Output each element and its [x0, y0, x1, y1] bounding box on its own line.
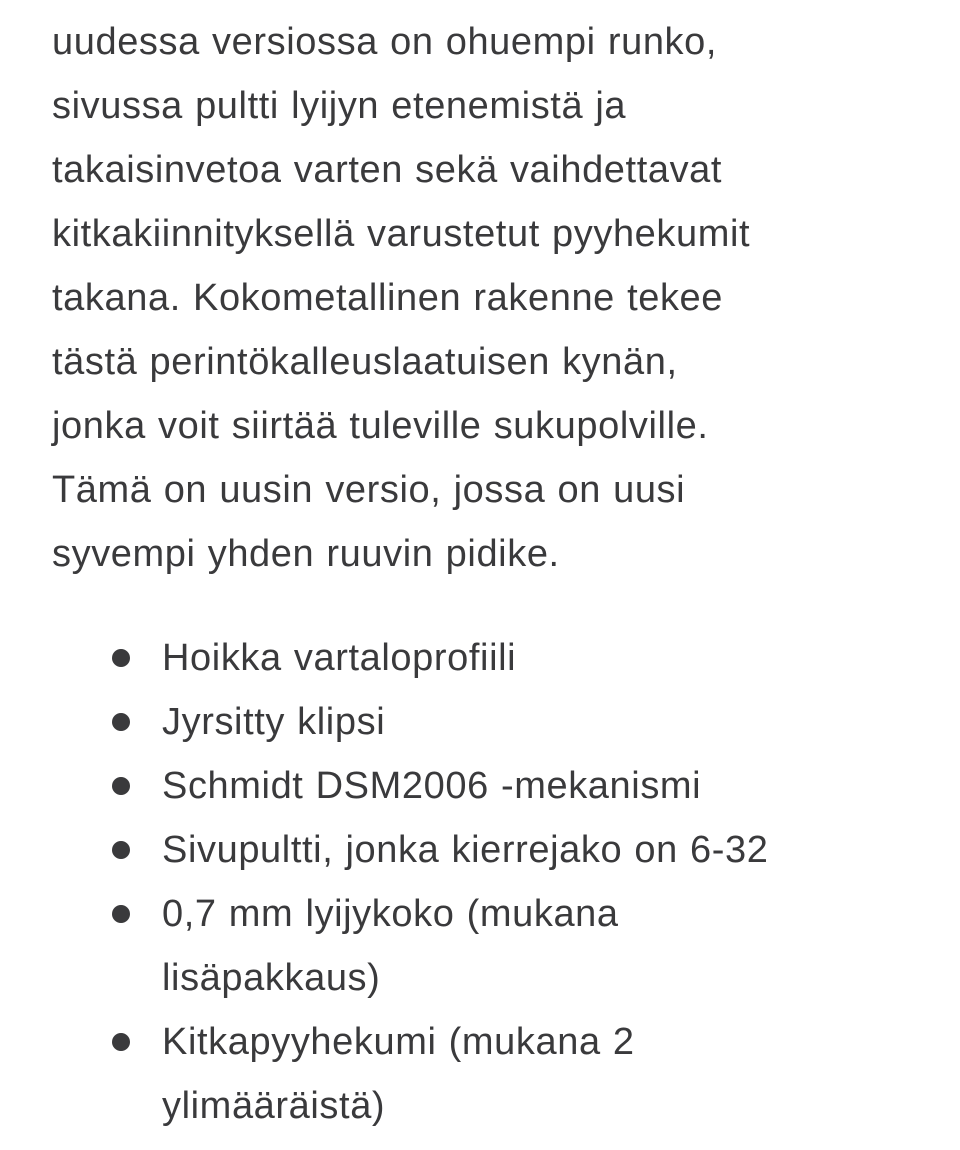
description-line: tästä perintökalleuslaatuisen kynän, [52, 341, 678, 383]
description-line: takana. Kokometallinen rakenne tekee [52, 277, 724, 319]
bullet-dot-icon [112, 649, 130, 667]
feature-item [52, 1010, 932, 1138]
feature-item [52, 690, 932, 754]
description-line: Tämä on uusin versio, jossa on uusi [52, 469, 686, 511]
bullet-dot-icon [112, 905, 130, 923]
bullet-dot-icon [112, 841, 130, 859]
description-line: uudessa versiossa on ohuempi runko, [52, 21, 718, 63]
feature-list [52, 626, 932, 1138]
description-line: jonka voit siirtää tuleville sukupolville. [52, 405, 709, 447]
description-line: takaisinvetoa varten sekä vaihdettavat [52, 149, 723, 191]
description-line: kitkakiinnityksellä varustetut pyyhekumit [52, 213, 751, 255]
feature-item [52, 754, 932, 818]
bullet-dot-icon [112, 713, 130, 731]
bullet-dot-icon [112, 1033, 130, 1051]
feature-text: Jyrsitty klipsi [162, 701, 386, 743]
description-paragraph [52, 10, 932, 586]
description-line: syvempi yhden ruuvin pidike. [52, 533, 560, 575]
feature-text: Schmidt DSM2006 -mekanismi [162, 765, 702, 807]
feature-text: Sivupultti, jonka kierrejako on 6-32 [162, 829, 769, 871]
feature-text-continued: ylimääräistä) [162, 1085, 386, 1127]
description-line: sivussa pultti lyijyn etenemistä ja [52, 85, 627, 127]
feature-item [52, 626, 932, 690]
bullet-dot-icon [112, 777, 130, 795]
feature-item [52, 882, 932, 1010]
feature-item [52, 818, 932, 882]
feature-text-continued: lisäpakkaus) [162, 957, 381, 999]
feature-text: Hoikka vartaloprofiili [162, 637, 517, 679]
feature-text: 0,7 mm lyijykoko (mukana [162, 893, 619, 935]
feature-text: Kitkapyyhekumi (mukana 2 [162, 1021, 635, 1063]
